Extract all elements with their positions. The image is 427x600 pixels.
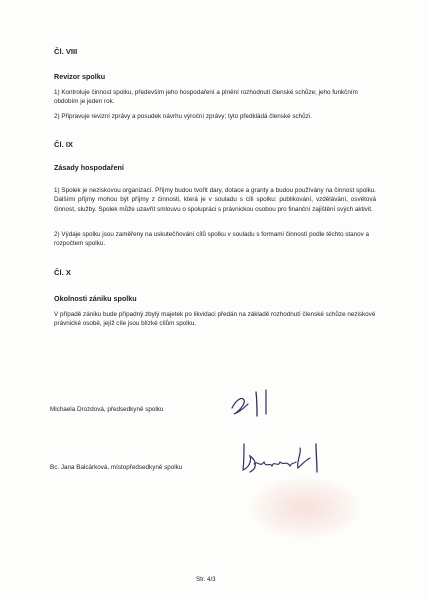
article-heading-ix: Čl. IX xyxy=(54,140,73,149)
article-heading-viii: Čl. VIII xyxy=(54,47,78,56)
section-title-zanik: Okolnosti zániku spolku xyxy=(54,294,137,303)
paragraph-revizor-2: 2) Připravuje revizní zprávy a posudek návrhu výroční zprávy; tyto předkládá členské schůzi. xyxy=(54,113,312,120)
section-title-hospodareni: Zásady hospodaření xyxy=(54,163,124,172)
ink-smudge xyxy=(250,478,360,538)
paragraph-revizor-1: 1) Kontroluje činnost spolku, především jeho hospodaření a plnění rozhodnutí členské schůze; jeho funkčním obdobím je jeden rok. xyxy=(54,89,358,106)
page-number: Str. 4/3 xyxy=(196,576,216,583)
section-title-revizor: Revizor spolku xyxy=(54,72,106,81)
signature-vice-chair xyxy=(232,440,332,478)
article-heading-x: Čl. X xyxy=(54,268,71,277)
signature-label-vice-chair: Bc. Jana Balcárková, místopředsedkyně spolku xyxy=(50,464,183,471)
paragraph-zanik: V případě zániku bude případný zbylý majetek po likvidaci předán na základě rozhodnutí členské schůze neziskové právnické osobě, jejíž cíle jsou blízké cílům spolku. xyxy=(54,311,376,328)
signature-label-chair: Michaela Drozdová, předsedkyně spolku xyxy=(50,406,164,413)
paragraph-hospodareni-1: 1) Spolek je neziskovou organizací. Příjmy budou tvořit dary, dotace a granty a budou používány na činnost spolku. Dalšími příjmy mohou být příjmy z činnosti, která je v souladu s cíli spolku: publikování, vzdělávání, osvětová činnost, služby. Spolek může uzavřít smlouvu o spolupráci s právnickou osobou pro finanční zajištění svých aktivit. xyxy=(54,187,376,213)
signature-chair xyxy=(222,386,292,420)
paragraph-hospodareni-2: 2) Výdaje spolku jsou zaměřeny na uskutečňování cílů spolku v souladu s formami činností podle těchto stanov a rozpočtem spolku. xyxy=(54,231,370,248)
